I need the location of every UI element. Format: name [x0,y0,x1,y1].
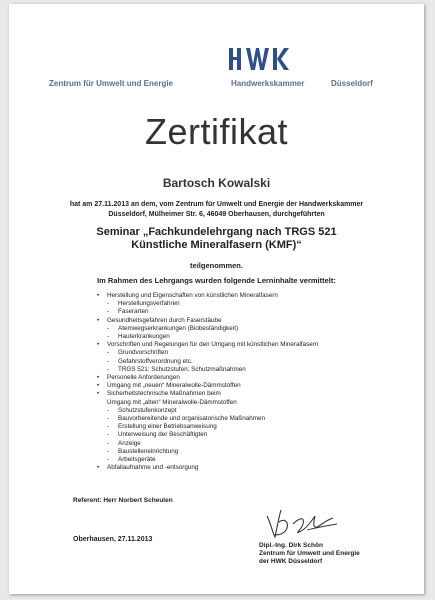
topic-item: • Personelle Anforderungen [97,374,318,382]
recipient-name: Bartosch Kowalski [162,176,271,190]
topic-item: • Herstellung und Eigenschaften von künstlichen Mineralfasern [97,292,318,300]
signer-name: Dipl.-Ing. Dirk Schön [259,542,323,549]
intro-text: hat am 27.11.2013 an dem, vom Zentrum für Umwelt und Energie der Handwerkskammer Düsseldorf, Mülheimer Str. 6, 46049 Oberhausen, durchgeführten [69,201,364,218]
center-name: Zentrum für Umwelt und Energie [49,79,174,88]
referent: Referent: Herr Norbert Scheulen [73,497,173,504]
topic-item-continued: Umgang mit „alten“ Mineralwolle-Dämmstoffen [107,398,237,406]
seminar-line-2: Künstliche Mineralfasern (KMF)“ [131,239,302,251]
subtopic-item: - Gefahrstoffverordnung etc. [97,358,318,366]
content-intro: Im Rahmen des Lehrgangs wurden folgende Lerninhalte vermittelt: [97,276,336,285]
chamber-city: Düsseldorf [331,79,373,88]
subtopic-item: - Unterweisung der Beschäftigten [97,431,318,439]
topic-item: • Sicherheitstechnische Maßnahmen beim [97,390,318,398]
subtopic-item: - Baustelleneinrichtung [97,448,318,456]
subtopic-item: - Anzeige [97,440,318,448]
subtopic-item: - Faserarten [97,308,318,316]
place-date: Oberhausen, 27.11.2013 [73,536,153,543]
signer-org-line-2: der HWK Düsseldorf [259,558,323,565]
subtopic-item: - Bauvorbereitende und organisatorische Maßnahmen [97,415,318,423]
subtopic-item: - Erstellung einer Betriebsanweisung [97,423,318,431]
signature [263,504,343,540]
seminar-line-1: Seminar „Fachkundelehrgang nach TRGS 521 [96,226,337,238]
subtopic-item: - Arbeitsgeräte [97,456,318,464]
chamber-name: Handwerkskammer [231,79,305,88]
certificate-title: Zertifikat [144,111,289,152]
topic-item: • Umgang mit „neuen“ Mineralwolle-Dämmstoffen [97,382,318,390]
signer-org-line-1: Zentrum für Umwelt und Energie [259,550,360,557]
subtopic-item: - TRGS 521: Schutzstufen; Schutzmaßnahmen [97,366,318,374]
topic-item: • Abfallaufnahme und -entsorgung [97,464,318,472]
topic-list [97,292,318,472]
certificate-page [9,4,424,594]
subtopic-item: - Atemwegserkrankungen (Biobeständigkeit) [97,325,318,333]
subtopic-item: - Hauterkrankungen [97,333,318,341]
seminar-title [9,226,424,252]
topic-item: • Vorschriften und Regelungen für den Umgang mit künstlichen Mineralfasern [97,341,318,349]
signer-block [259,542,360,566]
subtopic-item: - Schutzstufenkonzept [97,407,318,415]
hwk-logo [227,46,291,72]
topic-item: • Gesundheitsgefahren durch Faserstäube [97,317,318,325]
participated-text: teilgenommen. [190,261,243,270]
subtopic-item: - Grundvorschriften [97,349,318,357]
subtopic-item: - Herstellungsverfahren [97,300,318,308]
